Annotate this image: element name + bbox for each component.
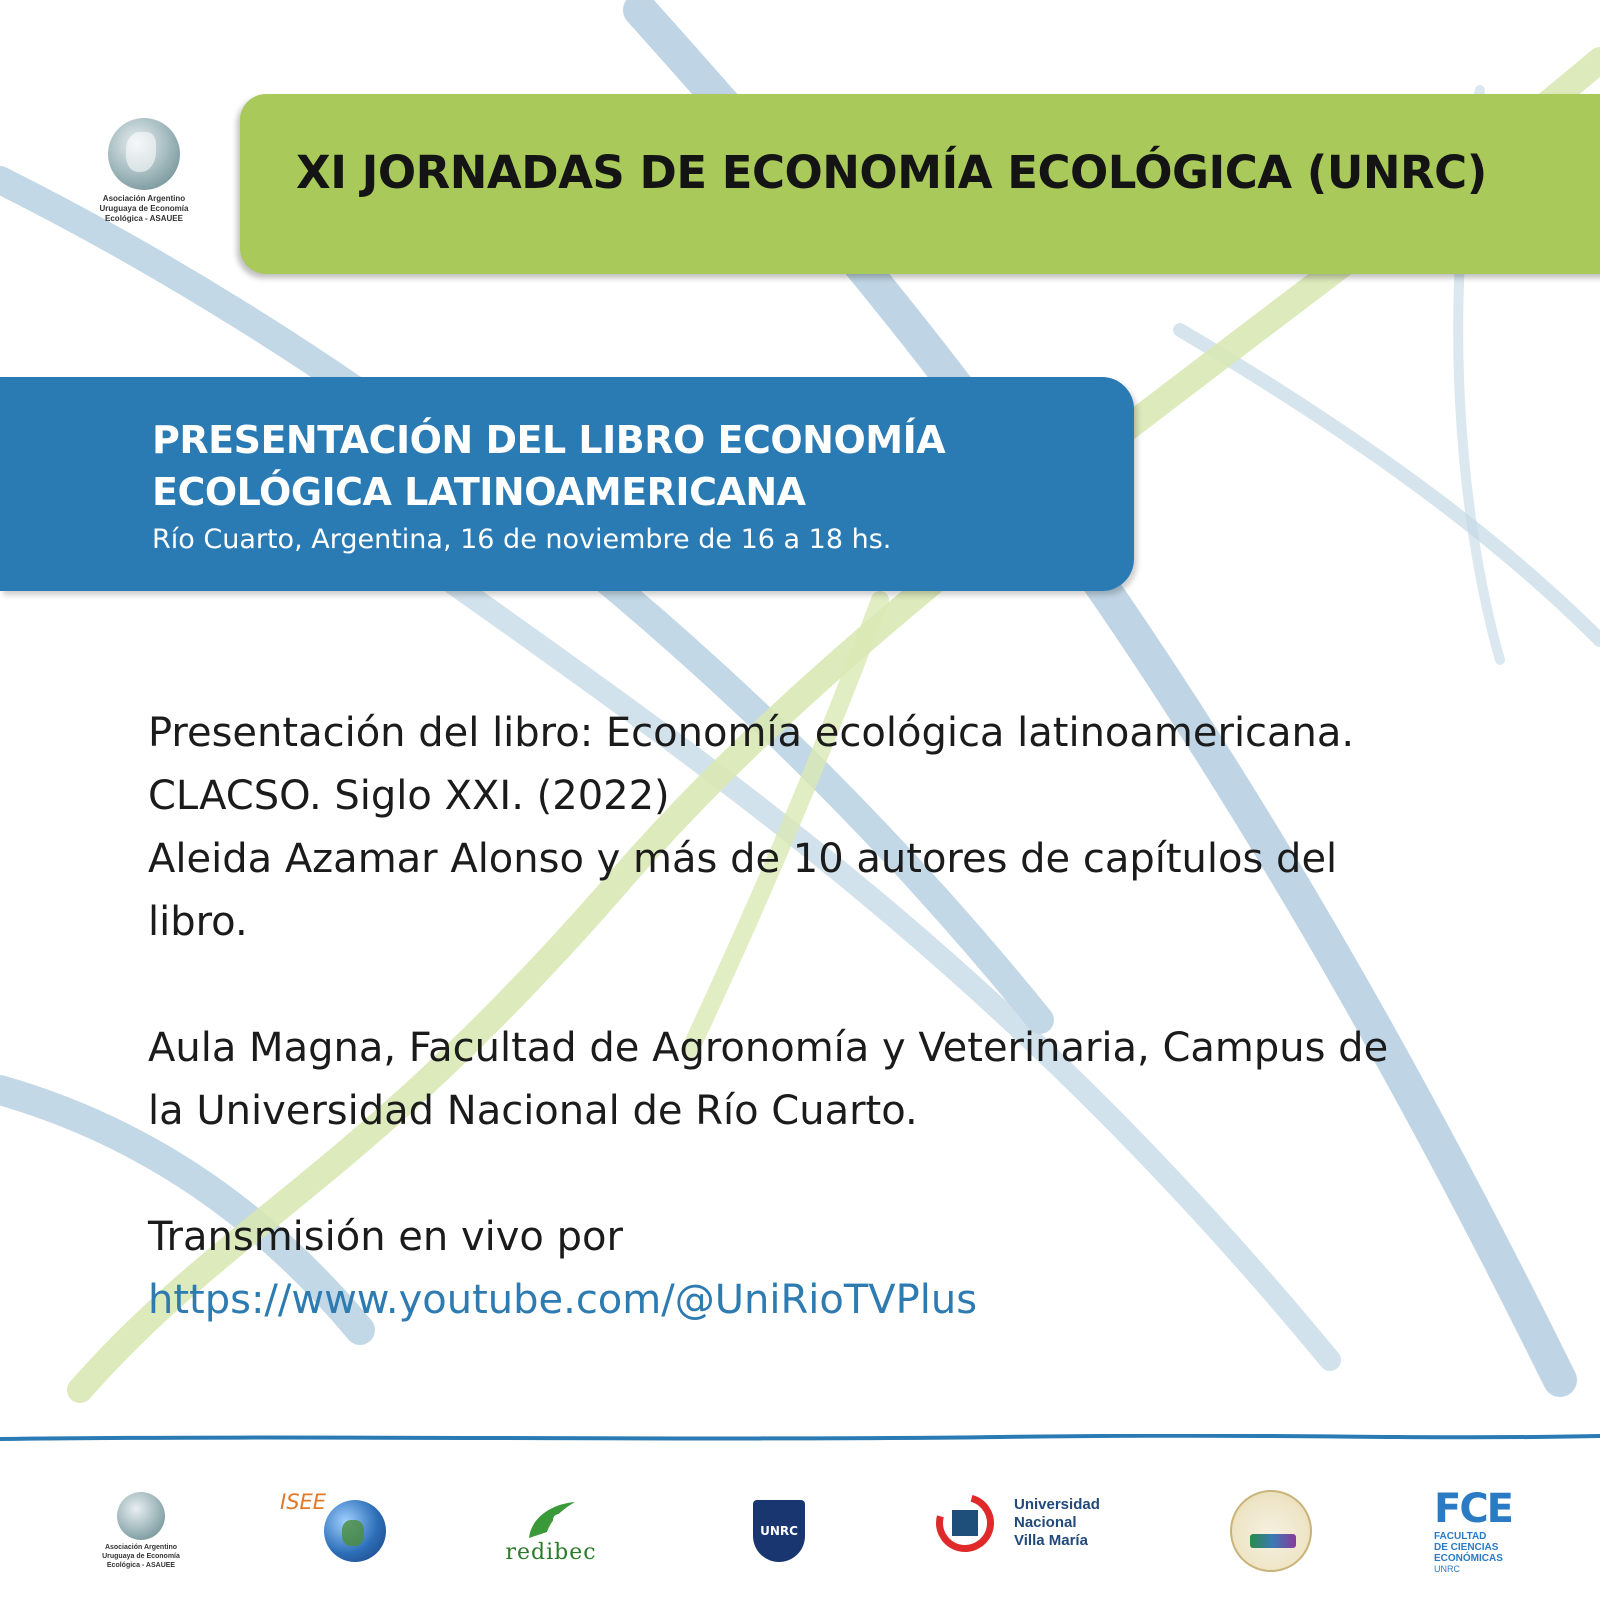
book-title-line: Presentación del libro: Economía ecológica latinoamericana. (148, 710, 1355, 756)
footer-redibec-logo (486, 1486, 616, 1576)
banner-title-line1: PRESENTACIÓN DEL LIBRO ECONOMÍA (152, 418, 946, 462)
unvm-square-icon (952, 1510, 978, 1536)
banner-title-line2: ECOLÓGICA LATINOAMERICANA (152, 470, 806, 514)
footer-unvm-logo (936, 1486, 1136, 1576)
unvm-wordmark: Universidad Nacional Villa María (1014, 1496, 1100, 1549)
unrc-shield: UNRC (753, 1500, 805, 1562)
fce-unrc-label: UNRC (1434, 1563, 1460, 1574)
authors-line-cont: libro. (148, 899, 248, 945)
asauee-logo (84, 118, 204, 224)
globe-icon (108, 118, 180, 190)
authors-line: Aleida Azamar Alonso y más de 10 autores de capítulos del (148, 836, 1338, 882)
footer-fce-logo (1434, 1486, 1554, 1576)
university-seal-icon (1230, 1490, 1312, 1572)
event-details (148, 702, 1568, 1332)
isee-wordmark: ISEE (280, 1490, 327, 1514)
globe-icon (117, 1492, 165, 1540)
footer-unrc-logo (744, 1486, 814, 1576)
footer-asauee-logo (86, 1486, 196, 1576)
footer-asauee-caption: Asociación Argentino Uruguaya de Economía Ecológica - ASAUEE (102, 1544, 180, 1569)
redibec-swoosh-icon (521, 1498, 581, 1544)
publisher-line: CLACSO. Siglo XXI. (2022) (148, 773, 670, 819)
banner-subtitle: Río Cuarto, Argentina, 16 de noviembre de 16 a 18 hs. (152, 524, 892, 555)
venue-line: Aula Magna, Facultad de Agronomía y Veterinaria, Campus de (148, 1025, 1389, 1071)
footer-divider (0, 1434, 1600, 1442)
stream-label: Transmisión en vivo por (148, 1214, 623, 1260)
footer-villa-maria-seal (1226, 1486, 1316, 1576)
asauee-logo-caption: Asociación Argentino Uruguaya de Economía Ecológica - ASAUEE (99, 194, 189, 223)
youtube-link[interactable]: https://www.youtube.com/@UniRioTVPlus (148, 1277, 978, 1323)
fce-subtitle: FACULTAD DE CIENCIAS ECONÓMICAS (1434, 1530, 1503, 1564)
venue-line-cont: la Universidad Nacional de Río Cuarto. (148, 1088, 918, 1134)
footer-isee-logo (280, 1486, 400, 1576)
banner-title (152, 414, 1112, 518)
redibec-wordmark: redibec (505, 1539, 597, 1565)
event-title: XI JORNADAS DE ECONOMÍA ECOLÓGICA (UNRC) (296, 146, 1487, 199)
fce-wordmark: FCE (1434, 1485, 1513, 1532)
earth-icon (324, 1500, 386, 1562)
